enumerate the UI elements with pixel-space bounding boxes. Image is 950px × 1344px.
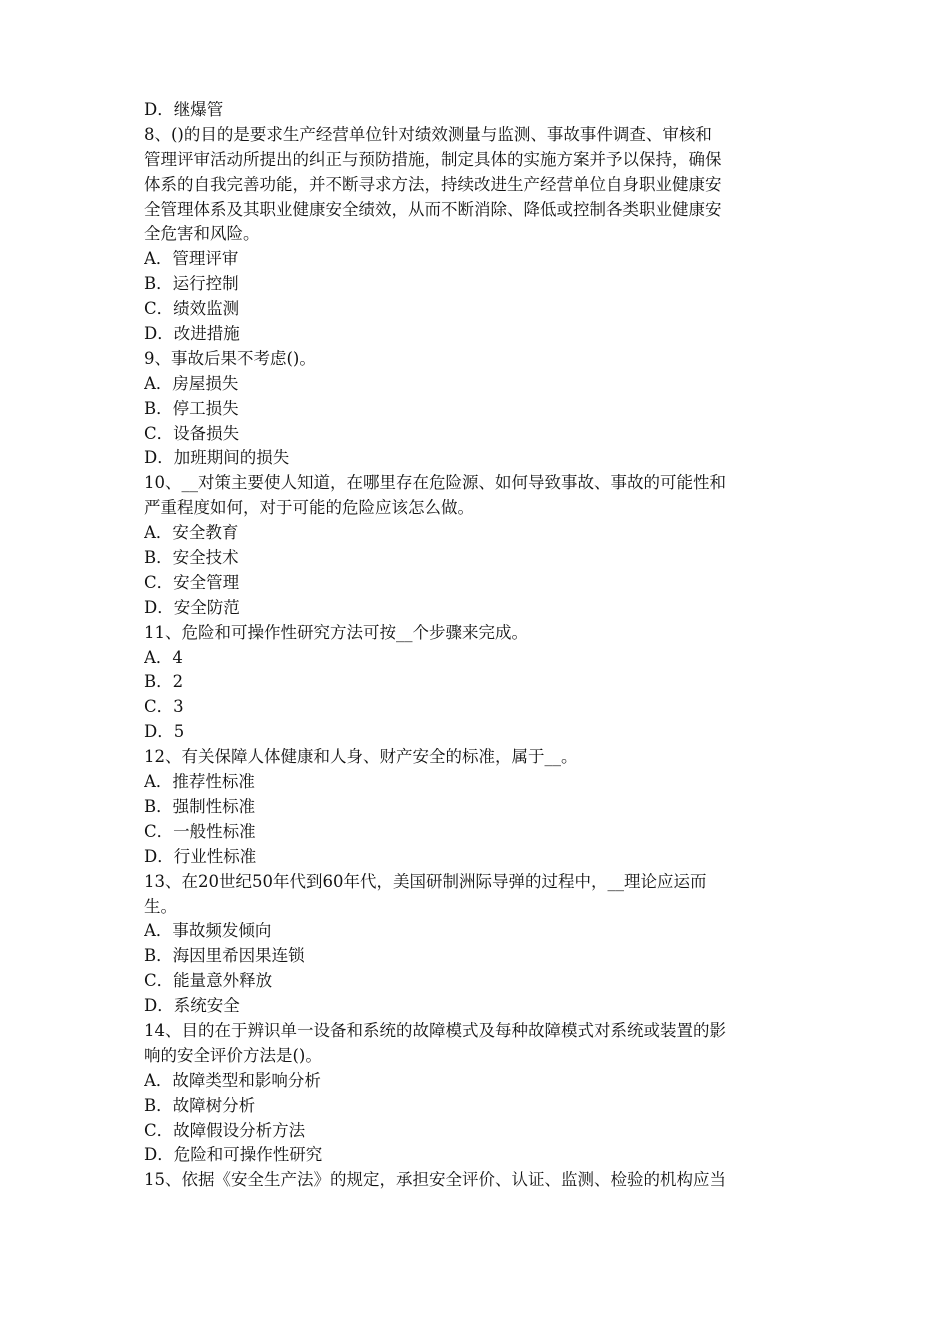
answer-option: D．加班期间的损失: [144, 448, 290, 468]
answer-option: B．安全技术: [144, 548, 239, 568]
question-text: 全危害和风险。: [144, 224, 260, 244]
question-text: 8、()的目的是要求生产经营单位针对绩效测量与监测、事故事件调查、审核和: [144, 124, 712, 144]
answer-option: D．危险和可操作性研究: [144, 1145, 323, 1165]
answer-option: A．安全教育: [144, 523, 239, 543]
question-text: 12、有关保障人体健康和人身、财产安全的标准，属于__。: [144, 747, 578, 767]
question-text: 生。: [144, 896, 177, 916]
answer-option: D．行业性标准: [144, 846, 257, 866]
answer-option: B．强制性标准: [144, 796, 256, 816]
question-text: 15、依据《安全生产法》的规定，承担安全评价、认证、监测、检验的机构应当: [144, 1170, 726, 1190]
question-text: 13、在20世纪50年代到60年代，美国研制洲际导弹的过程中，__理论应运而: [144, 871, 707, 891]
question-text: 14、目的在于辨识单一设备和系统的故障模式及每种故障模式对系统或装置的影: [144, 1020, 726, 1040]
answer-option: B．运行控制: [144, 274, 239, 294]
question-text: 管理评审活动所提出的纠正与预防措施，制定具体的实施方案并予以保持，确保: [144, 149, 722, 169]
answer-option: C．一般性标准: [144, 821, 256, 841]
answer-option: C．安全管理: [144, 572, 240, 592]
document-body: [144, 98, 816, 1193]
answer-option: D．安全防范: [144, 597, 240, 617]
question-text: 9、事故后果不考虑()。: [144, 348, 316, 368]
question-text: 严重程度如何，对于可能的危险应该怎么做。: [144, 498, 474, 518]
answer-option: C．故障假设分析方法: [144, 1120, 306, 1140]
answer-option: D．5: [144, 722, 185, 742]
answer-option: B．故障树分析: [144, 1095, 256, 1115]
question-text: 响的安全评价方法是()。: [144, 1045, 322, 1065]
answer-option: C．设备损失: [144, 423, 240, 443]
answer-option: A．4: [144, 647, 183, 667]
question-text: 11、危险和可操作性研究方法可按__个步骤来完成。: [144, 622, 528, 642]
answer-option: A．事故频发倾向: [144, 921, 272, 941]
answer-option: B．2: [144, 672, 184, 692]
question-text: 体系的自我完善功能，并不断寻求方法，持续改进生产经营单位自身职业健康安: [144, 174, 722, 194]
answer-option: C．能量意外释放: [144, 971, 273, 991]
answer-option: B．停工损失: [144, 398, 239, 418]
answer-option: C．3: [144, 697, 184, 717]
answer-option: D．改进措施: [144, 324, 240, 344]
answer-option: D．系统安全: [144, 996, 240, 1016]
answer-option: C．绩效监测: [144, 299, 240, 319]
text-line: D．继爆管: [144, 100, 224, 119]
question-text: 10、__对策主要使人知道，在哪里存在危险源、如何导致事故、事故的可能性和: [144, 473, 726, 493]
answer-option: A．推荐性标准: [144, 772, 255, 792]
answer-option: A．管理评审: [144, 249, 239, 269]
answer-option: A．故障类型和影响分析: [144, 1070, 321, 1090]
answer-option: B．海因里希因果连锁: [144, 946, 305, 966]
question-text: 全管理体系及其职业健康安全绩效，从而不断消除、降低或控制各类职业健康安: [144, 199, 722, 219]
answer-option: A．房屋损失: [144, 373, 239, 393]
